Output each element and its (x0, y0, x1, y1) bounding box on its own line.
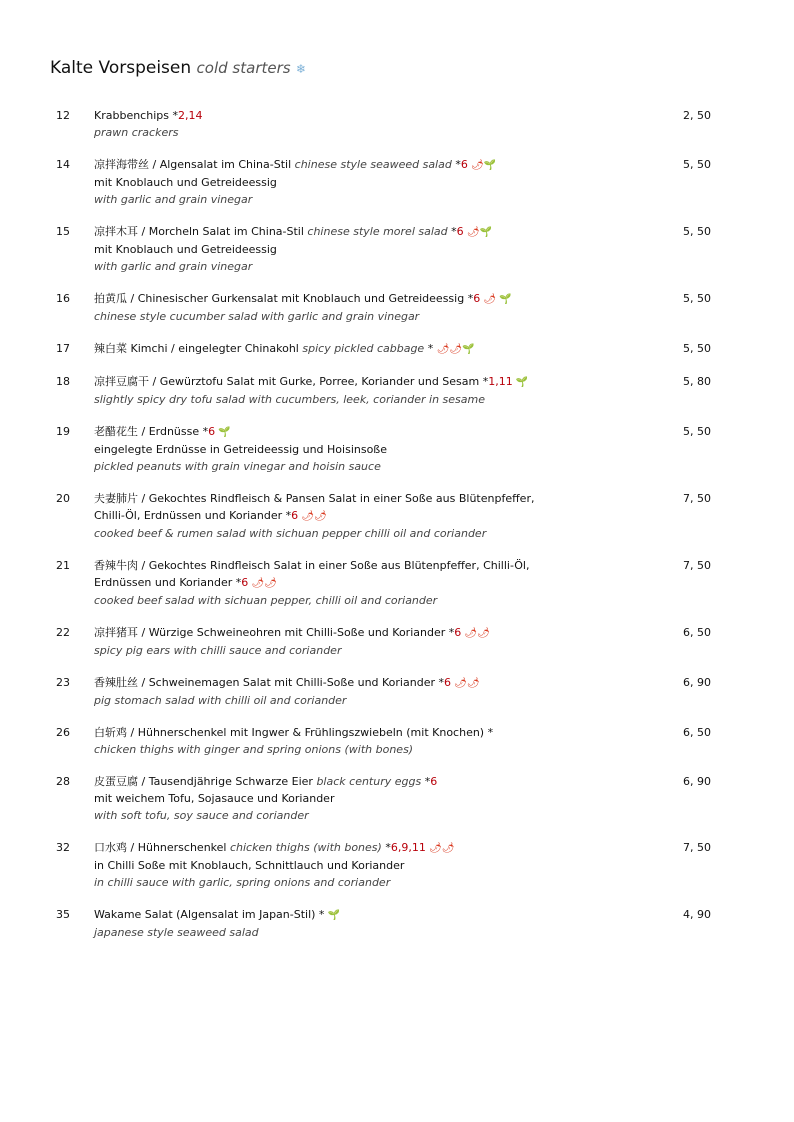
chili-icon: 🌶 (480, 294, 497, 305)
menu-item (0, 773, 794, 824)
item-text: mit Knoblauch und Getreideessig (94, 243, 277, 256)
menu-item (0, 290, 794, 325)
item-text: 凉拌猪耳 / Würzige Schweineohren mit Chilli-Soße und Koriander * (94, 626, 455, 639)
item-number: 12 (56, 109, 70, 122)
allergen-codes: 6 (208, 425, 216, 438)
menu-item (0, 423, 794, 475)
item-price: 2, 50 (683, 109, 711, 122)
allergen-codes: 6 (456, 225, 464, 238)
item-text: * (381, 841, 391, 854)
item-text: 凉拌海带丝 / Algensalat im China-Stil (94, 158, 295, 171)
english-text: cooked beef salad with sichuan pepper, chilli oil and coriander (94, 594, 438, 607)
item-description-line (94, 308, 794, 325)
item-text: in Chilli Soße mit Knoblauch, Schnittlauch und Koriander (94, 859, 405, 872)
item-description-line (94, 391, 794, 408)
item-price: 6, 90 (683, 676, 711, 689)
allergen-codes: 6 (454, 626, 462, 639)
item-number: 32 (56, 841, 70, 854)
item-number: 15 (56, 225, 70, 238)
item-text: 拍黄瓜 / Chinesischer Gurkensalat mit Knoblauch und Getreideessig * (94, 292, 474, 305)
chili-icon: 🌶🌶 (425, 843, 455, 854)
allergen-codes: 6,9,11 (390, 841, 426, 854)
chili-icon: 🌶🌶 (298, 511, 327, 522)
item-text: mit weichem Tofu, Sojasauce und Koriander (94, 792, 335, 805)
allergen-codes: 1,11 (488, 375, 513, 388)
item-text: 夫妻肺片 / Gekochtes Rindfleisch & Pansen Salat in einer Soße aus Blütenpfeffer, (94, 492, 535, 505)
item-description-line (94, 507, 794, 525)
item-price: 7, 50 (683, 492, 711, 505)
menu-item (0, 490, 794, 542)
item-text: * (172, 109, 178, 122)
item-number: 16 (56, 292, 70, 305)
item-text: 凉拌木耳 / Morcheln Salat im China-Stil (94, 225, 308, 238)
english-text: black century eggs (316, 775, 422, 788)
allergen-codes: 2,14 (177, 109, 203, 122)
item-number: 26 (56, 726, 70, 739)
english-text: japanese style seaweed salad (94, 926, 259, 939)
item-number: 20 (56, 492, 70, 505)
item-price: 5, 50 (683, 225, 711, 238)
item-number: 21 (56, 559, 70, 572)
chili-icon: 🌶🌶 (450, 678, 480, 689)
item-price: 6, 90 (683, 775, 711, 788)
item-description-line (94, 592, 794, 609)
menu-item (0, 624, 794, 659)
item-price: 5, 80 (683, 375, 711, 388)
item-text: Erdnüssen und Koriander * (94, 576, 242, 589)
item-number: 22 (56, 626, 70, 639)
item-price: 5, 50 (683, 158, 711, 171)
allergen-codes: 6 (460, 158, 468, 171)
title-english: cold starters (196, 59, 291, 77)
item-price: 6, 50 (683, 726, 711, 739)
english-text: with garlic and grain vinegar (94, 260, 253, 273)
item-text: Chilli-Öl, Erdnüssen und Koriander * (94, 509, 292, 522)
item-number: 28 (56, 775, 70, 788)
item-text: * (424, 342, 437, 355)
vegetarian-leaf-icon: 🌱 (462, 344, 475, 355)
allergen-codes: 6 (241, 576, 249, 589)
item-number: 14 (56, 158, 70, 171)
menu-item (0, 223, 794, 275)
title-german: Kalte Vorspeisen (50, 58, 192, 78)
chili-icon: 🌶🌶 (248, 578, 277, 589)
item-description-line (94, 692, 794, 709)
vegetarian-leaf-icon: 🌱 (327, 910, 341, 921)
vegetarian-leaf-icon: 🌱 (496, 294, 512, 305)
item-text: 香辣肚丝 / Schweinemagen Salat mit Chilli-Soße und Koriander * (94, 676, 444, 689)
item-description-line (94, 790, 794, 807)
item-description-line (94, 258, 794, 275)
item-number: 23 (56, 676, 70, 689)
english-text: pig stomach salad with chilli oil and coriander (94, 694, 347, 707)
item-price: 5, 50 (683, 342, 711, 355)
menu-item (0, 340, 794, 358)
english-text: spicy pig ears with chilli sauce and coriander (94, 644, 342, 657)
item-text: * (421, 775, 431, 788)
section-title (50, 58, 306, 78)
english-text: chicken thighs with ginger and spring onions (with bones) (94, 743, 414, 756)
english-text: chinese style cucumber salad with garlic and grain vinegar (94, 310, 420, 323)
item-number: 17 (56, 342, 70, 355)
item-text: 口水鸡 / Hühnerschenkel (94, 841, 230, 854)
item-description-line (94, 857, 794, 874)
item-price: 5, 50 (683, 292, 711, 305)
item-price: 5, 50 (683, 425, 711, 438)
item-text: eingelegte Erdnüsse in Getreideessig und Hoisinsoße (94, 443, 388, 456)
english-text: cooked beef & rumen salad with sichuan pepper chilli oil and coriander (94, 527, 487, 540)
item-text: Krabbenchips (94, 109, 173, 122)
menu-item (0, 557, 794, 609)
english-text: prawn crackers (94, 126, 179, 139)
item-text: mit Knoblauch und Getreideessig (94, 176, 277, 189)
item-description-line (94, 574, 794, 592)
item-text: * (451, 158, 461, 171)
vegetarian-leaf-icon: 🌱 (479, 227, 492, 238)
menu-item (0, 906, 794, 941)
item-description-line (94, 924, 794, 941)
item-price: 7, 50 (683, 559, 711, 572)
item-description-line (94, 807, 794, 824)
item-description-line (94, 174, 794, 191)
english-text: spicy pickled cabbage (302, 342, 425, 355)
menu-item (0, 156, 794, 208)
chili-icon: 🌶🌶 (461, 628, 490, 639)
english-text: with garlic and grain vinegar (94, 193, 253, 206)
item-text: 辣白菜 Kimchi / eingelegter Chinakohl (94, 342, 303, 355)
vegetarian-leaf-icon: 🌱 (215, 427, 231, 438)
snowflake-icon: ❄ (295, 62, 307, 76)
item-description-line (94, 124, 794, 141)
english-text: pickled peanuts with grain vinegar and hoisin sauce (94, 460, 381, 473)
item-text: 白斩鸡 / Hühnerschenkel mit Ingwer & Frühlingszwiebeln (mit Knochen) * (94, 726, 494, 739)
item-description-line (94, 874, 794, 891)
item-description-line (94, 458, 794, 475)
item-description-line (94, 241, 794, 258)
english-text: in chilli sauce with garlic, spring onions and coriander (94, 876, 391, 889)
item-description-line (94, 525, 794, 542)
item-text: Wakame Salat (Algensalat im Japan-Stil) * (94, 908, 328, 921)
item-price: 4, 90 (683, 908, 711, 921)
english-text: chinese style seaweed salad (294, 158, 452, 171)
item-description-line (94, 441, 794, 458)
item-text: 老醋花生 / Erdnüsse * (94, 425, 209, 438)
item-price: 7, 50 (683, 841, 711, 854)
english-text: with soft tofu, soy sauce and coriander (94, 809, 309, 822)
allergen-codes: 6 (291, 509, 299, 522)
item-number: 18 (56, 375, 70, 388)
vegetarian-leaf-icon: 🌱 (483, 160, 497, 171)
english-text: chinese style morel salad (307, 225, 448, 238)
chili-icon: 🌶🌶 (436, 344, 463, 355)
english-text: slightly spicy dry tofu salad with cucumbers, leek, coriander in sesame (94, 393, 485, 406)
menu-item (0, 674, 794, 709)
chili-icon: 🌶 (463, 227, 480, 238)
item-text: 香辣牛肉 / Gekochtes Rindfleisch Salat in einer Soße aus Blütenpfeffer, Chilli-Öl, (94, 559, 530, 572)
item-number: 35 (56, 908, 70, 921)
item-text: * (447, 225, 457, 238)
allergen-codes: 6 (473, 292, 481, 305)
menu-item (0, 839, 794, 891)
item-description-line (94, 191, 794, 208)
vegetarian-leaf-icon: 🌱 (512, 377, 529, 388)
item-number: 19 (56, 425, 70, 438)
english-text: chicken thighs (with bones) (229, 841, 382, 854)
chili-icon: 🌶 (467, 160, 484, 171)
item-text: 皮蛋豆腐 / Tausendjährige Schwarze Eier (94, 775, 317, 788)
menu-item (0, 107, 794, 141)
allergen-codes: 6 (430, 775, 438, 788)
menu-item (0, 373, 794, 408)
allergen-codes: 6 (443, 676, 451, 689)
item-price: 6, 50 (683, 626, 711, 639)
menu-item (0, 724, 794, 758)
item-text: 凉拌豆腐干 / Gewürztofu Salat mit Gurke, Porree, Koriander und Sesam * (94, 375, 489, 388)
item-description-line (94, 741, 794, 758)
item-description-line (94, 642, 794, 659)
menu-item-list (0, 107, 794, 956)
